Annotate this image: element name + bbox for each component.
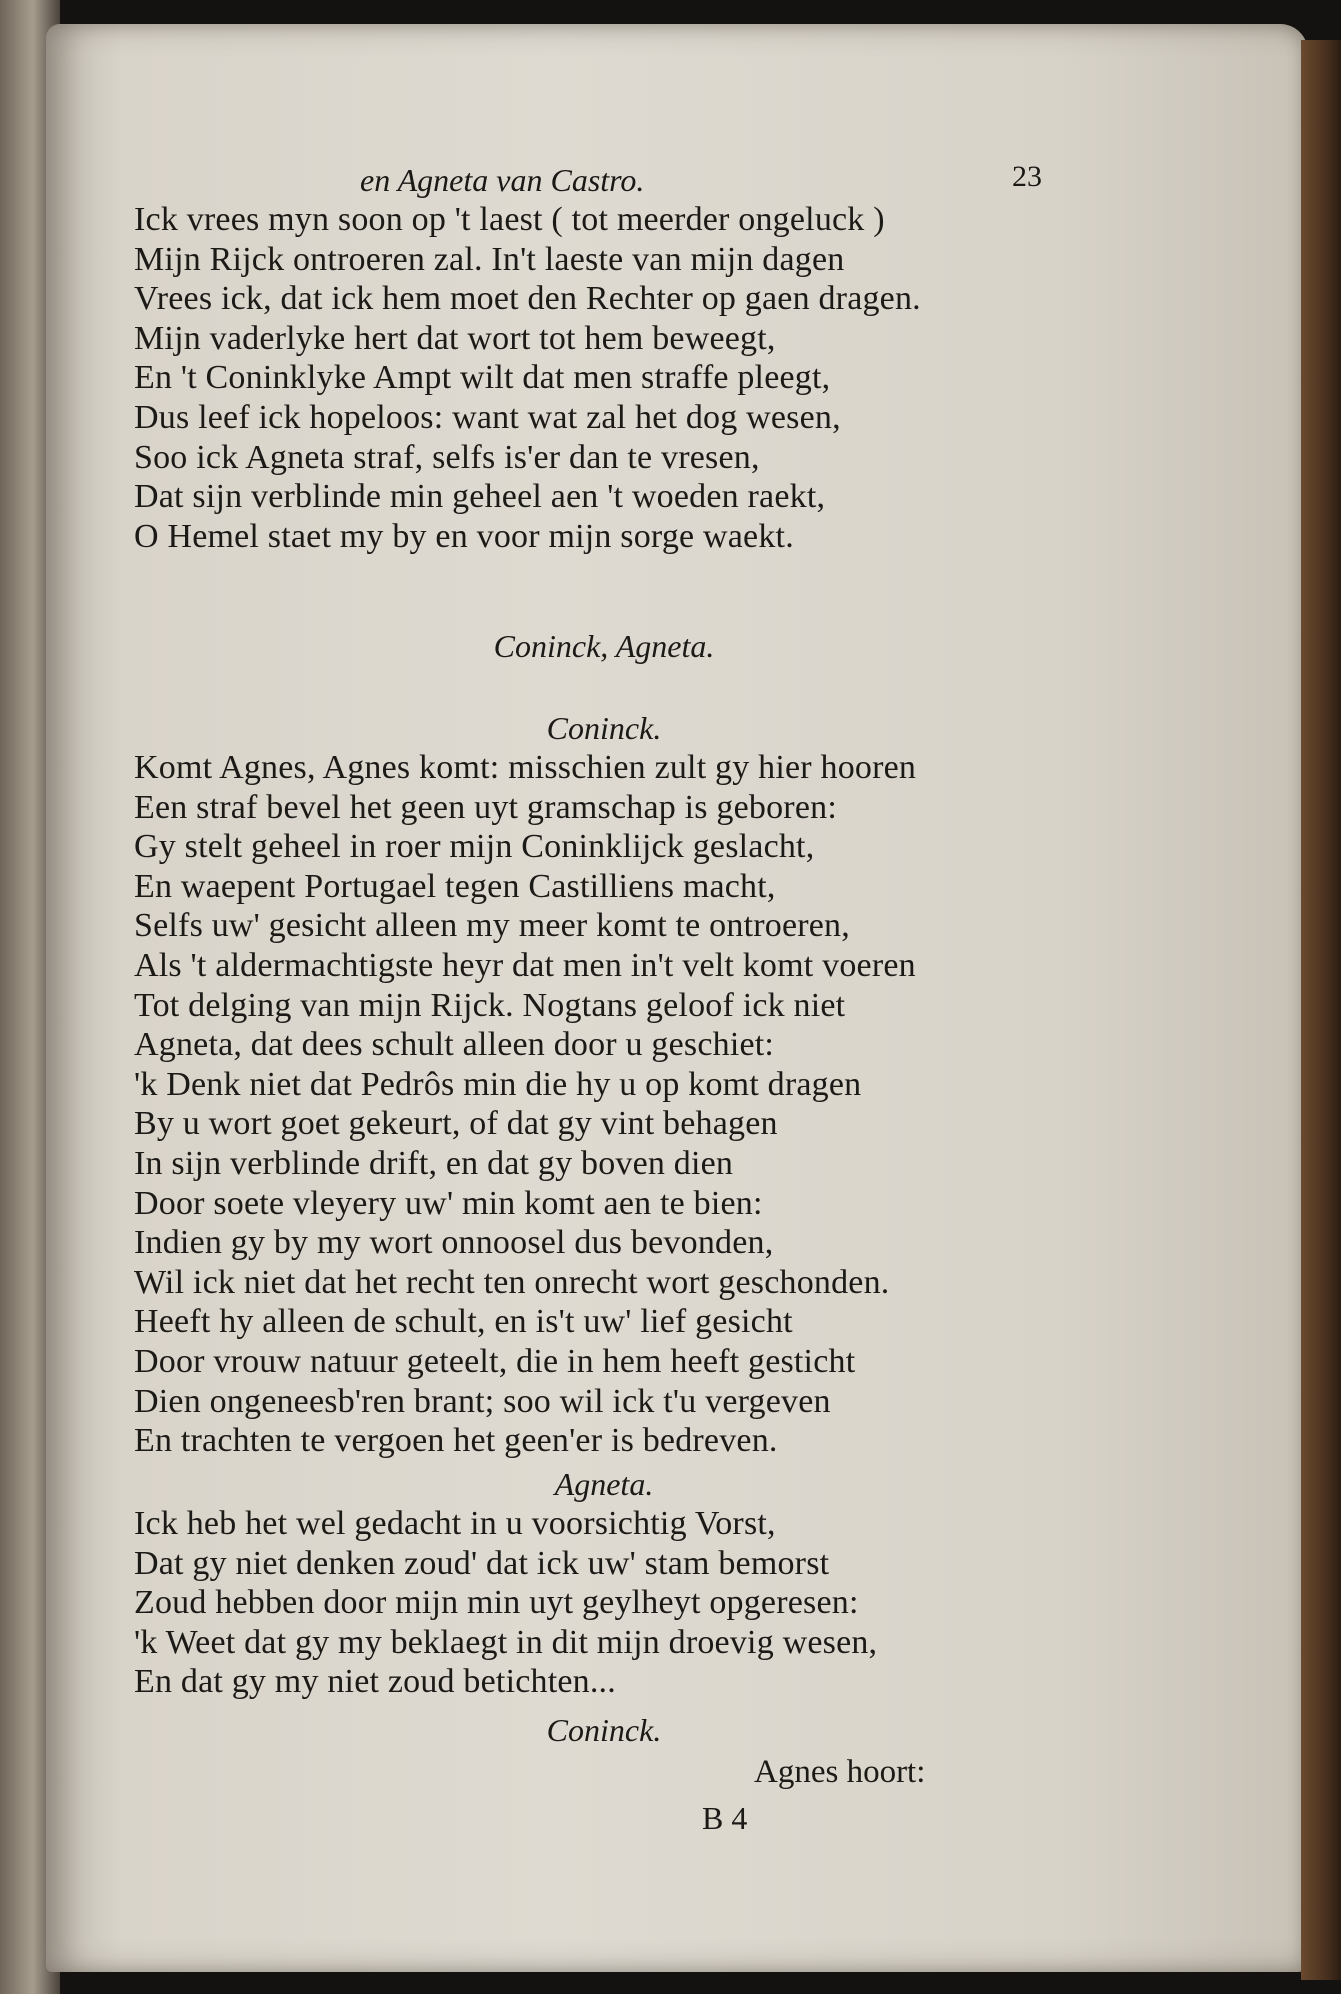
verse-line: En 't Coninklyke Ampt wilt dat men straffe pleegt, xyxy=(134,359,831,397)
verse-line: Vrees ick, dat ick hem moet den Rechter op gaen dragen. xyxy=(134,280,921,318)
verse-block-3 xyxy=(134,1504,1074,1702)
verse-line: Dat sijn verblinde min geheel aen 't woeden raekt, xyxy=(134,478,826,516)
speaker-label: Coninck. xyxy=(546,1712,662,1748)
verse-line: Mijn vaderlyke hert dat wort tot hem beweegt, xyxy=(134,319,776,357)
verse-block-1 xyxy=(134,200,1074,556)
verse-line: Een straf bevel het geen uyt gramschap is geboren: xyxy=(134,788,837,826)
page-number: 23 xyxy=(1012,160,1042,193)
running-title: en Agneta van Castro. xyxy=(360,162,645,198)
book-cover-edge xyxy=(1301,40,1341,1980)
verse-line: Dien ongeneesb'ren brant; soo wil ick t'u vergeven xyxy=(134,1382,831,1420)
verse-line: Selfs uw' gesicht alleen my meer komt te ontroeren, xyxy=(134,907,850,945)
verse-line: Tot delging van mijn Rijck. Nogtans geloof ick niet xyxy=(134,986,846,1024)
verse-line: Dat gy niet denken zoud' dat ick uw' stam bemorst xyxy=(134,1544,830,1582)
verse-block-2 xyxy=(134,748,1074,1461)
verse-line: Ick vrees myn soon op 't laest ( tot meerder ongeluck ) xyxy=(134,201,885,238)
verse-line: 'k Denk niet dat Pedrôs min die hy u op komt dragen xyxy=(134,1065,862,1103)
verse-line: Wil ick niet dat het recht ten onrecht wort geschonden. xyxy=(134,1263,890,1301)
speaker-label: Coninck. xyxy=(546,710,662,746)
verse-line: Soo ick Agneta straf, selfs is'er dan te vresen, xyxy=(134,438,760,476)
verse-line: By u wort goet gekeurt, of dat gy vint behagen xyxy=(134,1105,778,1143)
verse-line: Door soete vleyery uw' min komt aen te bien: xyxy=(134,1184,763,1222)
verse-line: Gy stelt geheel in roer mijn Coninklijck geslacht, xyxy=(134,828,815,866)
verse-line: En dat gy my niet zoud betichten... xyxy=(134,1663,616,1701)
speaker-label: Agneta. xyxy=(554,1466,654,1502)
verse-line: Indien gy by my wort onnoosel dus bevonden, xyxy=(134,1224,774,1262)
verse-line: En trachten te vergoen het geen'er is bedreven. xyxy=(134,1422,778,1460)
verse-line: Ick heb het wel gedacht in u voorsichtig Vorst, xyxy=(134,1505,776,1542)
signature-mark: B 4 xyxy=(702,1800,748,1836)
verse-line: Als 't aldermachtigste heyr dat men in't velt komt voeren xyxy=(134,946,916,984)
verse-line: 'k Weet dat gy my beklaegt in dit mijn droevig wesen, xyxy=(134,1623,878,1661)
verse-line: Zoud hebben door mijn min uyt geylheyt opgeresen: xyxy=(134,1584,859,1622)
verse-line: Agneta, dat dees schult alleen door u geschiet: xyxy=(134,1026,775,1064)
verse-line: In sijn verblinde drift, en dat gy boven dien xyxy=(134,1144,734,1182)
verse-line: Door vrouw natuur geteelt, die in hem heeft gesticht xyxy=(134,1342,856,1380)
verse-line: Dus leef ick hopeloos: want wat zal het dog wesen, xyxy=(134,398,841,436)
verse-line: Mijn Rijck ontroeren zal. In't laeste van mijn dagen xyxy=(134,240,845,278)
catchword: Agnes hoort: xyxy=(754,1754,926,1790)
scene-heading: Coninck, Agneta. xyxy=(493,628,715,664)
verse-line: O Hemel staet my by en voor mijn sorge waekt. xyxy=(134,517,794,555)
verse-line: Komt Agnes, Agnes komt: misschien zult gy hier hooren xyxy=(134,749,917,786)
verse-line: Heeft hy alleen de schult, en is't uw' lief gesicht xyxy=(134,1303,793,1341)
verse-line: En waepent Portugael tegen Castilliens macht, xyxy=(134,867,776,905)
